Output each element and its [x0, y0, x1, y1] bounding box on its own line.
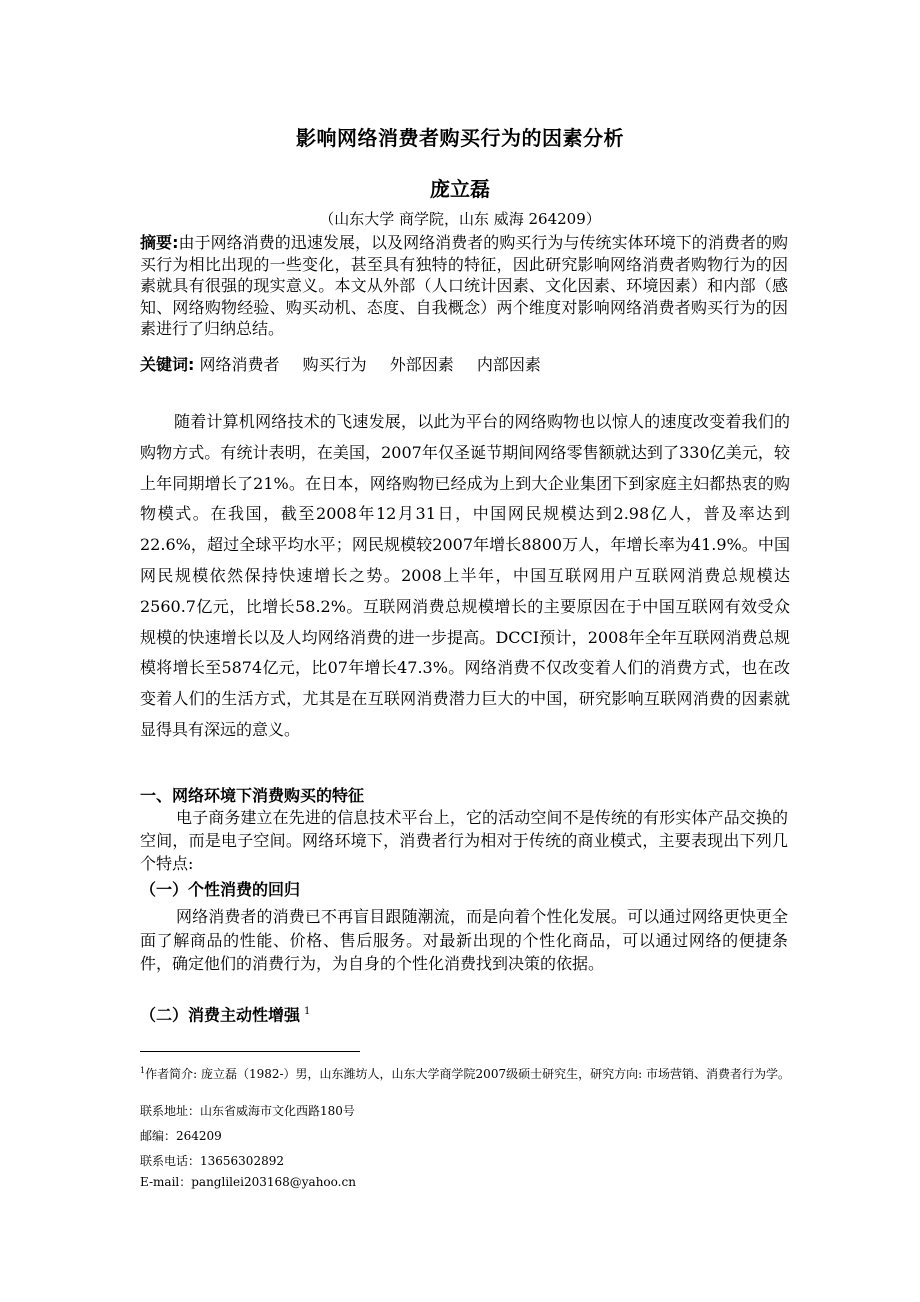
abstract-text: 由于网络消费的迅速发展，以及网络消费者的购买行为与传统实体环境下的消费者的购买行为相比出现的一些变化，甚至具有独特的特征，因此研究影响网络消费者购物行为的因素就具有很强的现实意义。本文从外部（人口统计因素、文化因素、环境因素）和内部（感知、网络购物经验、购买动机、态度、自我概念）两个维度对影响网络消费者购买行为的因素进行了归纳总结。	[140, 233, 788, 338]
paper-title: 影响网络消费者购买行为的因素分析	[296, 126, 624, 150]
subsection-heading: （一）个性消费的回归	[140, 880, 301, 899]
abstract	[140, 232, 788, 340]
section-heading: 一、网络环境下消费购买的特征	[140, 786, 365, 805]
footnote-mark: 1	[140, 1066, 146, 1075]
footnote-phone: 联系电话：13656302892	[140, 1154, 284, 1168]
author-affiliation: （山东大学 商学院，山东 威海 264209）	[319, 210, 601, 228]
keyword-item: 内部因素	[476, 355, 541, 374]
subsection-paragraph: 网络消费者的消费已不再盲目跟随潮流，而是向着个性化发展。可以通过网络更快更全面了解商品的性能、价格、售后服务。对最新出现的个性化商品，可以通过网络的便捷条件，确定他们的消费行为，为自身的个性化消费找到决策的依据。	[140, 907, 788, 973]
abstract-label: 摘要:	[140, 233, 179, 252]
section-paragraph: 电子商务建立在先进的信息技术平台上，它的活动空间不是传统的有形实体产品交换的空间，而是电子空间。网络环境下，消费者行为相对于传统的商业模式，主要表现出下列几个特点:	[140, 808, 788, 873]
footnote-postcode: 邮编：264209	[140, 1129, 222, 1143]
keyword-item: 网络消费者	[199, 355, 280, 374]
keyword-item: 外部因素	[389, 355, 454, 374]
footnote-reference[interactable]: 1	[304, 1006, 311, 1017]
footnote-email: E-mail：panglilei203168@yahoo.cn	[140, 1175, 356, 1189]
footnote-bio-text: 作者简介: 庞立磊（1982-）男，山东潍坊人，山东大学商学院2007级硕士研究生，研究方向: 市场营销、消费者行为学。	[145, 1067, 790, 1081]
keywords	[140, 354, 788, 375]
footnote-address: 联系地址：山东省威海市文化西路180号	[140, 1104, 355, 1118]
subsection-heading-text: （二）消费主动性增强	[140, 1005, 301, 1025]
intro-paragraph: 随着计算机网络技术的飞速发展，以此为平台的网络购物也以惊人的速度改变着我们的购物方式。有统计表明，在美国，2007年仅圣诞节期间网络零售额就达到了330亿美元，较上年同期增长了21%。在日本，网络购物已经成为上到大企业集团下到家庭主妇都热衷的购物模式。在我国，截至2008年12月31日，中国网民规模达到2.98亿人，普及率达到22.6%，超过全球平均水平；网民规模较2007年增长8800万人，年增长率为41.9%。中国网民规模依然保持快速增长之势。2008上半年，中国互联网用户互联网消费总规模达2560.7亿元，比增长58.2%。互联网消费总规模增长的主要原因在于中国互联网有效受众规模的快速增长以及人均网络消费的进一步提高。DCCI预计，2008年全年互联网消费总规模将增长至5874亿元，比07年增长47.3%。网络消费不仅改变着人们的消费方式，也在改变着人们的生活方式，尤其是在互联网消费潜力巨大的中国，研究影响互联网消费的因素就显得具有深远的意义。	[140, 412, 790, 739]
author-name: 庞立磊	[430, 177, 490, 201]
subsection-heading	[140, 1001, 310, 1026]
footnote-divider	[140, 1051, 360, 1052]
keywords-label: 关键词:	[140, 355, 195, 374]
footnote-bio	[140, 1063, 790, 1082]
keyword-item: 购买行为	[302, 355, 367, 374]
